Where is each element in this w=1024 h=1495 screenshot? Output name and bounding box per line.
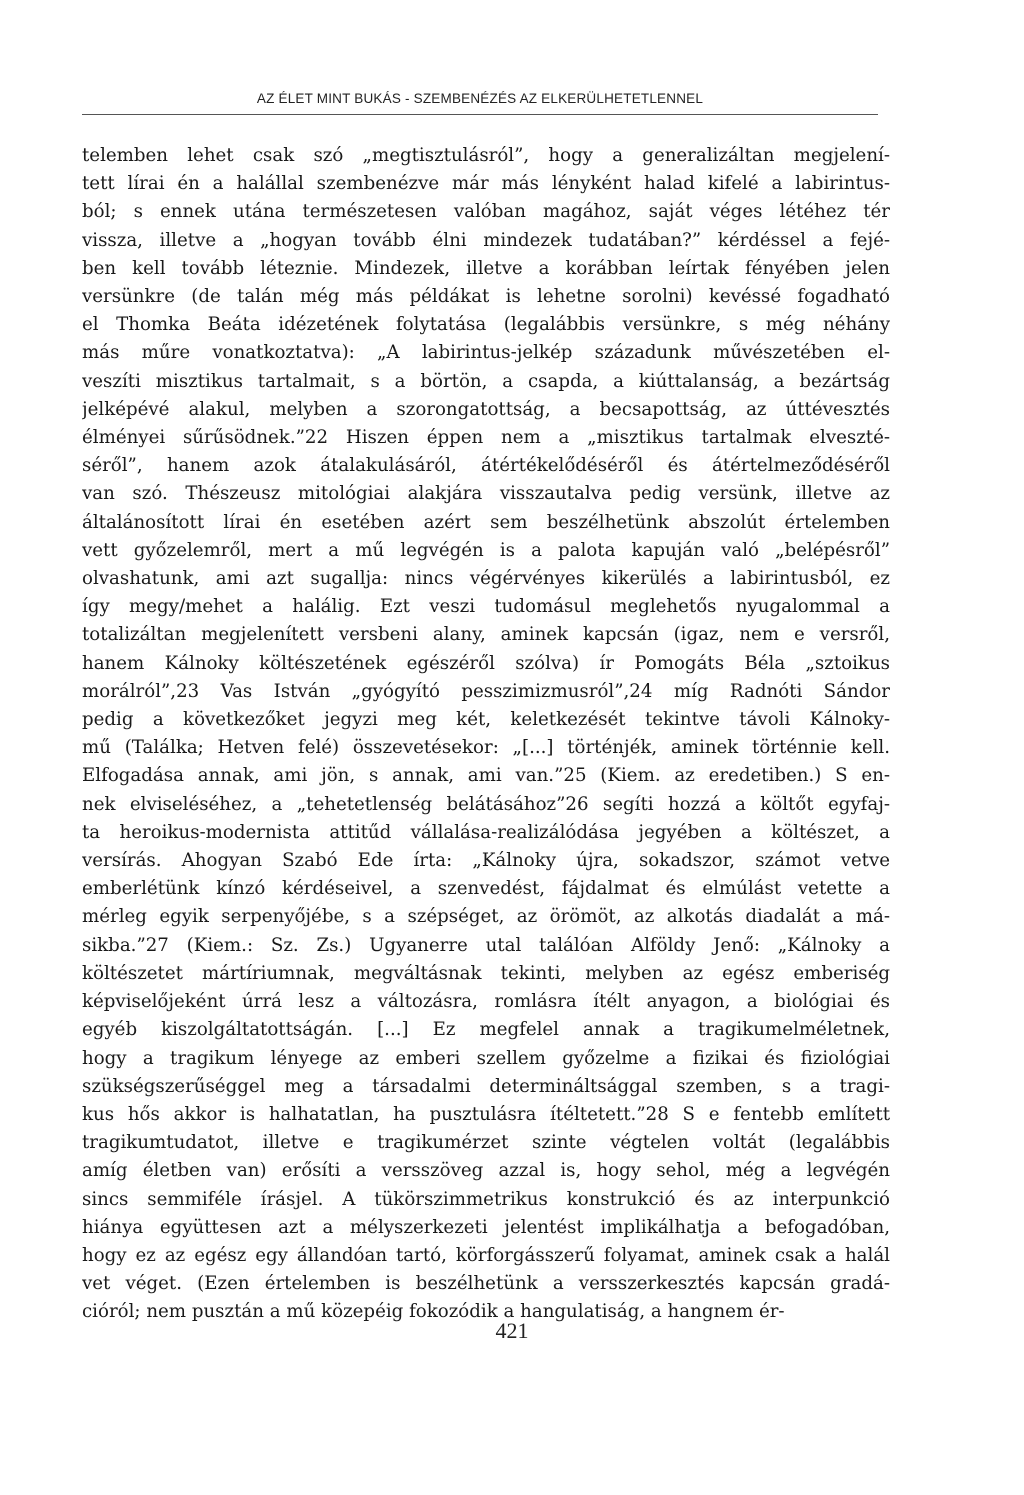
- text-line: veszíti misztikus tartalmait, s a börtön, a csapda, a kiúttalanság, a bezártság: [82, 370, 890, 392]
- text-line: olvashatunk, ami azt sugallja: nincs végérvényes kikerülés a labirintusból, ez: [82, 568, 890, 590]
- running-header: AZ ÉLET MINT BUKÁS - SZEMBENÉZÉS AZ ELKERÜLHETETLENNEL: [82, 88, 878, 115]
- text-line: hogy ez az egész egy állandóan tartó, körforgásszerű folyamat, aminek csak a halál: [82, 1244, 890, 1266]
- text-line: morálról”,23 Vas István „gyógyító pesszimizmusról”,24 míg Radnóti Sándor: [82, 680, 890, 702]
- text-line: vissza, illetve a „hogyan tovább élni mindezek tudatában?” kérdéssel a fejé-: [82, 229, 890, 251]
- text-line: jelképévé alakul, melyben a szorongatottság, a becsapottság, az úttévesztés: [82, 398, 890, 420]
- text-line: cióról; nem pusztán a mű közepéig fokozódik a hangulatiság, a hangnem ér-: [82, 1301, 785, 1323]
- text-line: pedig a következőket jegyzi meg két, keletkezését tekintve távoli Kálnoky-: [82, 709, 890, 731]
- text-line: szükségszerűséggel meg a társadalmi determináltsággal szemben, s a tragi-: [82, 1075, 890, 1097]
- text-line: élményei sűrűsödnek.”22 Hiszen éppen nem a „misztikus tartalmak elveszté-: [82, 427, 890, 449]
- text-line: más műre vonatkoztatva): „A labirintus-jelkép századunk művészetében el-: [82, 342, 890, 364]
- text-line: hanem Kálnoky költészetének egészéről szólva) ír Pomogáts Béla „sztoikus: [82, 652, 890, 674]
- page-number: 421: [495, 1318, 529, 1343]
- text-line: versünkre (de talán még más példákat is lehetne sorolni) kevéssé fogadható: [82, 286, 890, 308]
- text-line: amíg életben van) erősíti a versszöveg azzal is, hogy sehol, még a legvégén: [82, 1160, 890, 1182]
- text-line: ból; s ennek utána természetesen valóban magához, saját véges létéhez tér: [82, 201, 890, 223]
- text-line: versírás. Ahogyan Szabó Ede írta: „Kálnoky újra, sokadszor, számot vetve: [82, 850, 890, 872]
- text-line: tragikumtudatot, illetve e tragikumérzet szinte végtelen voltát (legalábbis: [82, 1132, 890, 1154]
- text-line: így megy/mehet a halálig. Ezt veszi tudomásul meglehetős nyugalommal a: [82, 596, 890, 618]
- text-line: mű (Találka; Hetven felé) összevetésekor: „[...] történjék, aminek történnie kell.: [82, 737, 890, 759]
- text-line: totalizáltan megjelenített versbeni alany, aminek kapcsán (igaz, nem e versről,: [82, 624, 890, 646]
- text-line: hogy a tragikum lényege az emberi szellem győzelme a fizikai és fiziológiai: [82, 1047, 890, 1069]
- text-line: ta heroikus-modernista attitűd vállalása-realizálódása jegyében a költészet, a: [82, 821, 890, 843]
- text-line: általánosított lírai én esetében azért sem beszélhetünk abszolút értelemben: [82, 511, 890, 533]
- text-line: egyéb kiszolgáltatottságán. [...] Ez megfelel annak a tragikumelméletnek,: [82, 1019, 890, 1041]
- text-line: kus hős akkor is halhatatlan, ha pusztulásra ítéltetett.”28 S e fentebb említett: [82, 1103, 890, 1125]
- text-line: ben kell tovább léteznie. Mindezek, illetve a korábban leírtak fényében jelen: [82, 257, 890, 279]
- text-line: telemben lehet csak szó „megtisztulásról”, hogy a generalizáltan megjelení-: [82, 145, 890, 166]
- text-line: sikba.”27 (Kiem.: Sz. Zs.) Ugyanerre utal találóan Alföldy Jenő: „Kálnoky a: [82, 934, 890, 956]
- text-line: képviselőjeként úrrá lesz a változásra, romlásra ítélt anyagon, a biológiai és: [82, 991, 890, 1013]
- text-line: el Thomka Beáta idézetének folytatása (legalábbis versünkre, s még néhány: [82, 314, 890, 336]
- text-line: költészetet mártíriumnak, megváltásnak tekinti, melyben az egész emberiség: [82, 962, 890, 984]
- text-line: sincs semmiféle írásjel. A tükörszimmetrikus konstrukció és az interpunkció: [82, 1188, 890, 1210]
- text-line: Elfogadása annak, ami jön, s annak, ami van.”25 (Kiem. az eredetiben.) S en-: [82, 765, 890, 787]
- text-line: mérleg egyik serpenyőjébe, s a szépséget, az örömöt, az alkotás diadalát a má-: [82, 906, 890, 928]
- text-line: hiánya együttesen azt a mélyszerkezeti jelentést implikálhatja a befogadóban,: [82, 1216, 890, 1238]
- text-line: tett lírai én a halállal szembenézve már más lényként halad kifelé a labirintus-: [82, 173, 890, 195]
- text-line: séről”, hanem azok átalakulásáról, átértékelődéséről és átértelmeződéséről: [82, 455, 890, 477]
- text-line: vet véget. (Ezen értelemben is beszélhetünk a versszerkesztés kapcsán gradá-: [82, 1273, 890, 1295]
- text-line: van szó. Thészeusz mitológiai alakjára visszautalva pedig versünk, illetve az: [82, 483, 890, 505]
- text-line: emberlétünk kínzó kérdéseivel, a szenvedést, fájdalmat és elmúlást vetette a: [82, 878, 890, 900]
- body-text: [82, 142, 890, 1327]
- text-line: vett győzelemről, mert a mű legvégén is a palota kapuján való „belépésről”: [82, 539, 890, 561]
- text-line: nek elviseléséhez, a „tehetetlenség belátásához”26 segíti hozzá a költőt egyfaj-: [82, 793, 890, 815]
